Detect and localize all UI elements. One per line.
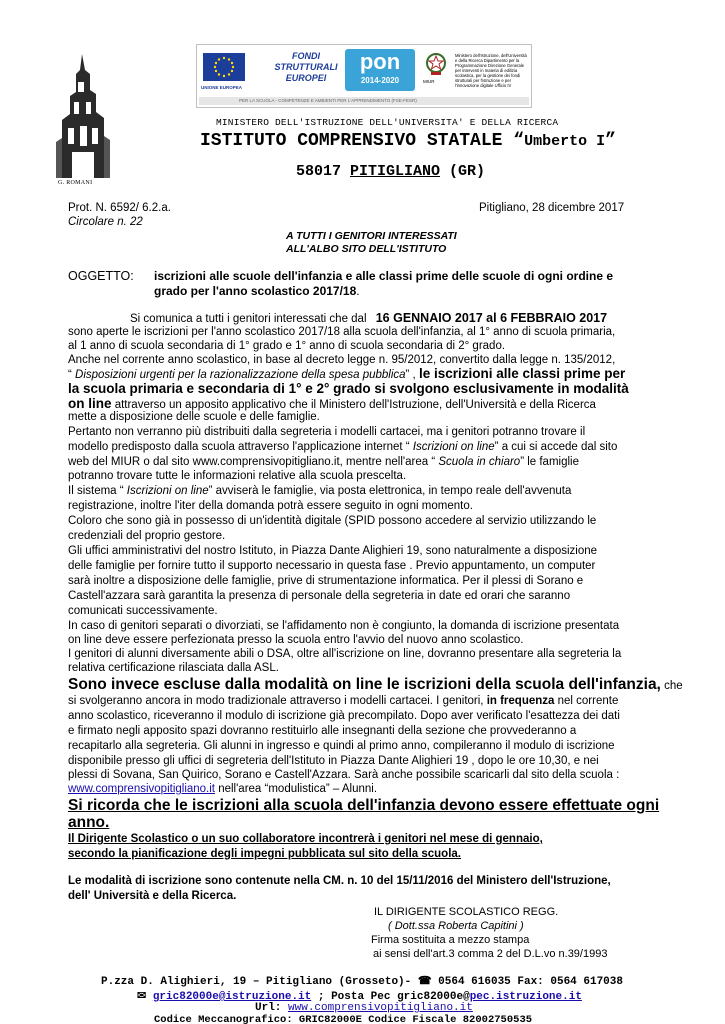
body-line-8: mette a disposizione delle scuole e delle famiglie. bbox=[68, 411, 320, 423]
protocol-number: Prot. N. 6592/ 6.2.a. bbox=[68, 202, 171, 214]
l11-italic: Scuola in chiaro bbox=[438, 456, 521, 468]
banner-strip: PER LA SCUOLA - COMPETENZE E AMBIENTI PER L'APPRENDIMENTO (FSE-FESR) bbox=[199, 97, 529, 105]
body-line-19: sarà inoltre a disposizione delle famiglie, prive di strumentazione informatica. Per il plessi di Sorano e bbox=[68, 575, 584, 587]
subject-line-2-text: grado per l'anno scolastico 2017/18 bbox=[154, 284, 357, 298]
body-line-4: Anche nel corrente anno scolastico, in base al decreto legge n. 95/2012, convertito dalla legge n. 135/2012, bbox=[68, 354, 616, 366]
circular-number: Circolare n. 22 bbox=[68, 216, 143, 228]
body-line-6: la scuola primaria e secondaria di 1° e 2° grado si svolgono esclusivamente in modalità bbox=[68, 381, 629, 396]
body-line-9: Pertanto non verranno più distribuiti dalla segreteria i modelli cartacei, ma i genitori potranno trovare il bbox=[68, 426, 586, 438]
body-line-20: Castell'azzara sarà garantita la presenza di personale della segreteria in date ed orari che saranno bbox=[68, 590, 571, 602]
l11-b: ” le famiglie bbox=[520, 456, 579, 468]
footer-pec-domain[interactable]: pec.istruzione.it bbox=[469, 991, 582, 1003]
kindergarten-exclusion: Sono invece escluse dalla modalità on line le iscrizioni della scuola dell'infanzia, bbox=[68, 676, 661, 693]
l13-a: Il sistema “ bbox=[68, 485, 127, 497]
subject-line-2 bbox=[154, 284, 360, 298]
signature-name: ( Dott.ssa Roberta Capitini ) bbox=[388, 920, 524, 932]
school-city bbox=[296, 163, 485, 180]
body-line-22: In caso di genitori separati o divorziati, se l'affidamento non è congiunto, la domanda di iscrizione presentata bbox=[68, 620, 620, 632]
fondi-line-1: FONDI bbox=[292, 51, 320, 61]
body-line-16: credenziali del proprio gestore. bbox=[68, 530, 226, 542]
email-icon: ✉ bbox=[137, 991, 147, 1003]
quote-open: “ bbox=[68, 369, 76, 381]
body-line-21: comunicati successivamente. bbox=[68, 605, 218, 617]
body-line-2: sono aperte le iscrizioni per l'anno scolastico 2017/18 alla scuola dell'infanzia, al 1° anno di scuola primaria, bbox=[68, 326, 616, 338]
eu-flag-icon bbox=[203, 53, 245, 81]
fondi-line-2: STRUTTURALI bbox=[274, 62, 338, 72]
pon-logo bbox=[345, 49, 415, 91]
reminder-line-1: Si ricorda che le iscrizioni alla scuola dell'infanzia devono essere effettuate ogni bbox=[68, 797, 660, 814]
body-line-28: anno scolastico, riceveranno il modulo di iscrizione già precompilato. Dopo aver verificato l'esattezza dei dati bbox=[68, 710, 620, 722]
footer-address: P.zza D. Alighieri, 19 – Pitigliano (Grosseto)- ☎ 0564 616035 Fax: 0564 617038 bbox=[101, 976, 623, 988]
school-name-value: Umberto I bbox=[524, 133, 606, 150]
l27-a: si svolgeranno ancora in modo tradizionale attraverso i modelli cartacei. I genitori, bbox=[68, 695, 487, 707]
signature-note-1: Firma sostituita a mezzo stampa bbox=[371, 934, 530, 946]
body-line-31: disponibile presso gli uffici di segreteria dell'Istituto in Piazza Dante Alighieri 19 , dopo le ore 10,30, e nei bbox=[68, 755, 599, 767]
body-line-17: Gli uffici amministrativi del nostro Istituto, in Piazza Dante Alighieri 19, sono naturalmente a disposizione bbox=[68, 545, 598, 557]
fondi-strutturali-logo bbox=[273, 51, 339, 84]
body-line-10 bbox=[68, 441, 617, 453]
pon-years: 2014-2020 bbox=[360, 76, 400, 85]
cm-reference-line-2: dell' Università e della Ricerca. bbox=[68, 890, 237, 902]
ministry-heading: MINISTERO DELL'ISTRUZIONE DELL'UNIVERSITA' E DELLA RICERCA bbox=[216, 117, 559, 128]
miur-caption: MIUR bbox=[423, 79, 435, 84]
l13-italic: Iscrizioni on line bbox=[126, 485, 209, 497]
l26-end: che bbox=[660, 680, 683, 692]
body-line-23: on line deve essere perfezionata presso la scuola entro l'avvio del nuovo anno scolastico. bbox=[68, 634, 524, 646]
church-drawing bbox=[52, 52, 112, 178]
enrollment-dates: 16 GENNAIO 2017 al 6 FEBBRAIO 2017 bbox=[375, 311, 608, 325]
meeting-line-1: Il Dirigente Scolastico o un suo collaboratore incontrerà i genitori nel mese di gennaio, bbox=[68, 833, 543, 845]
footer-email[interactable]: gric82000e@istruzione.it bbox=[152, 991, 312, 1003]
province: (GR) bbox=[440, 163, 486, 180]
subject-line-2-end: . bbox=[356, 284, 360, 298]
l10-italic: Iscrizioni on line bbox=[412, 441, 495, 453]
body-line-14: registrazione, inoltre l'iter della domanda potrà essere seguito in ogni momento. bbox=[68, 500, 473, 512]
body-line-33 bbox=[68, 783, 377, 795]
l33-rest: nell'area “modulistica” – Alunni. bbox=[215, 783, 378, 795]
decree-title: Disposizioni urgenti per la razionalizzazione della spesa pubblica bbox=[75, 369, 406, 381]
body-line-15: Coloro che sono già in possesso di un'identità digitale (SPID possono accedere al servizio utilizzando le bbox=[68, 515, 597, 527]
reminder-line-2: anno. bbox=[68, 814, 110, 831]
body-line-26 bbox=[68, 676, 683, 694]
intro-text: Si comunica a tutti i genitori interessati che dal bbox=[130, 313, 367, 325]
eu-caption: UNIONE EUROPEA bbox=[201, 85, 243, 90]
body-line-24: I genitori di alunni diversamente abili o DSA, oltre all'iscrizione on line, dovranno presentare alla segreteria la bbox=[68, 648, 622, 660]
school-prefix: ISTITUTO COMPRENSIVO STATALE “ bbox=[200, 131, 525, 151]
body-line-32: plessi di Sovana, San Quirico, Sorano e Castell'Azzara. Sarà anche possibile scaricarli dal sito della scuola : bbox=[68, 769, 620, 781]
subject-label: OGGETTO: bbox=[68, 269, 134, 283]
meeting-line-2: secondo la pianificazione degli impegni pubblicata sul sito della scuola. bbox=[68, 848, 461, 860]
body-line-3: al 1 anno di scuola secondaria di 1° grado e 1° anno di scuola secondaria di 2° grado. bbox=[68, 340, 506, 352]
signature-note-2: ai sensi dell'art.3 comma 2 del D.L.vo n.39/1993 bbox=[373, 948, 608, 960]
footer-url-label: Url: bbox=[255, 1002, 289, 1014]
school-name bbox=[200, 131, 616, 151]
signature-title: IL DIRIGENTE SCOLASTICO REGG. bbox=[374, 906, 559, 918]
subject-line-1: iscrizioni alle scuole dell'infanzia e alle classi prime delle scuole di ogni ordine e bbox=[154, 269, 614, 283]
quote-close: ” , bbox=[405, 369, 419, 381]
recipients-line-1: A TUTTI I GENITORI INTERESSATI bbox=[286, 230, 457, 242]
body-line-18: delle famiglie per fornire tutto il supporto necessario in questa fase . Previo appuntamento, un computer bbox=[68, 560, 596, 572]
online-rule-1: le iscrizioni alle classi prime per bbox=[418, 366, 626, 381]
l10-a: modello predisposto dalla scuola attraverso l'applicazione internet “ bbox=[68, 441, 413, 453]
body-line-13 bbox=[68, 485, 571, 497]
l13-b: ” avviserà le famiglie, via posta elettronica, in tempo reale dell'avvenuta bbox=[208, 485, 572, 497]
recipients-line-2: ALL'ALBO SITO DELL'ISTITUTO bbox=[286, 243, 447, 255]
pon-text: pon bbox=[359, 49, 401, 74]
body-line-27 bbox=[68, 695, 618, 707]
l27-bold: in frequenza bbox=[486, 695, 555, 707]
pon-banner bbox=[196, 44, 532, 108]
footer-url[interactable]: www.comprensivopitigliano.it bbox=[288, 1002, 473, 1014]
place-date: Pitigliano, 28 dicembre 2017 bbox=[479, 202, 625, 214]
l11-a: web del MIUR o dal sito www.comprensivopitigliano.it, mentre nell'area “ bbox=[68, 456, 439, 468]
banner-ministry-text: Ministero dell'Istruzione, dell'Università e della Ricerca Dipartimento per la Programmazione Direzione Generale per interventi in materia di edilizia scolastica, per la gestione dei fondi strutturali per l'istruzione e per l'innovazione digitale Ufficio IV bbox=[455, 53, 527, 88]
footer-email-line bbox=[137, 989, 582, 1003]
l27-end: nel corrente bbox=[554, 695, 619, 707]
footer-pec-label: ; Posta Pec gric82000e@ bbox=[311, 991, 470, 1003]
cm-reference-line-1: Le modalità di iscrizione sono contenute nella CM. n. 10 del 15/11/2016 del Ministero dell'Istruzione, bbox=[68, 875, 611, 887]
footer-url-line bbox=[255, 1002, 473, 1014]
fondi-line-3: EUROPEI bbox=[285, 73, 327, 83]
footer-codes: Codice Meccanografico: GRIC82000E Codice Fiscale 82002750535 bbox=[154, 1014, 533, 1024]
city-name: PITIGLIANO bbox=[350, 163, 441, 180]
body-line-7 bbox=[68, 396, 596, 411]
online-word: on line bbox=[68, 396, 112, 411]
body-line-5 bbox=[68, 366, 625, 381]
school-website-link[interactable]: www.comprensivopitigliano.it bbox=[68, 783, 216, 795]
body-line-30: recapitarlo alla segreteria. Gli alunni in ingresso e quindi al primo anno, compileranno il modulo di iscrizione bbox=[68, 740, 615, 752]
l10-b: ” a cui si accede dal sito bbox=[494, 441, 618, 453]
drawing-caption: G. ROMANI bbox=[58, 180, 93, 186]
body-line-25: relativa certificazione rilasciata dalla ASL. bbox=[68, 662, 279, 674]
body-line-7-rest: attraverso un apposito applicativo che il Ministero dell'Istruzione, dell'Università e della Ricerca bbox=[111, 399, 596, 411]
body-line-29: e firmato negli apposito spazi dovranno restituirlo alle insegnanti della sezione che provvederanno a bbox=[68, 725, 577, 737]
body-line-11 bbox=[68, 456, 579, 468]
zip-code: 58017 bbox=[296, 163, 351, 180]
italian-republic-emblem-icon bbox=[425, 51, 447, 77]
school-suffix: ” bbox=[605, 131, 616, 151]
body-line-1 bbox=[130, 311, 607, 325]
body-line-12: potranno trovare tutte le informazioni relative alla scuola prescelta. bbox=[68, 470, 407, 482]
